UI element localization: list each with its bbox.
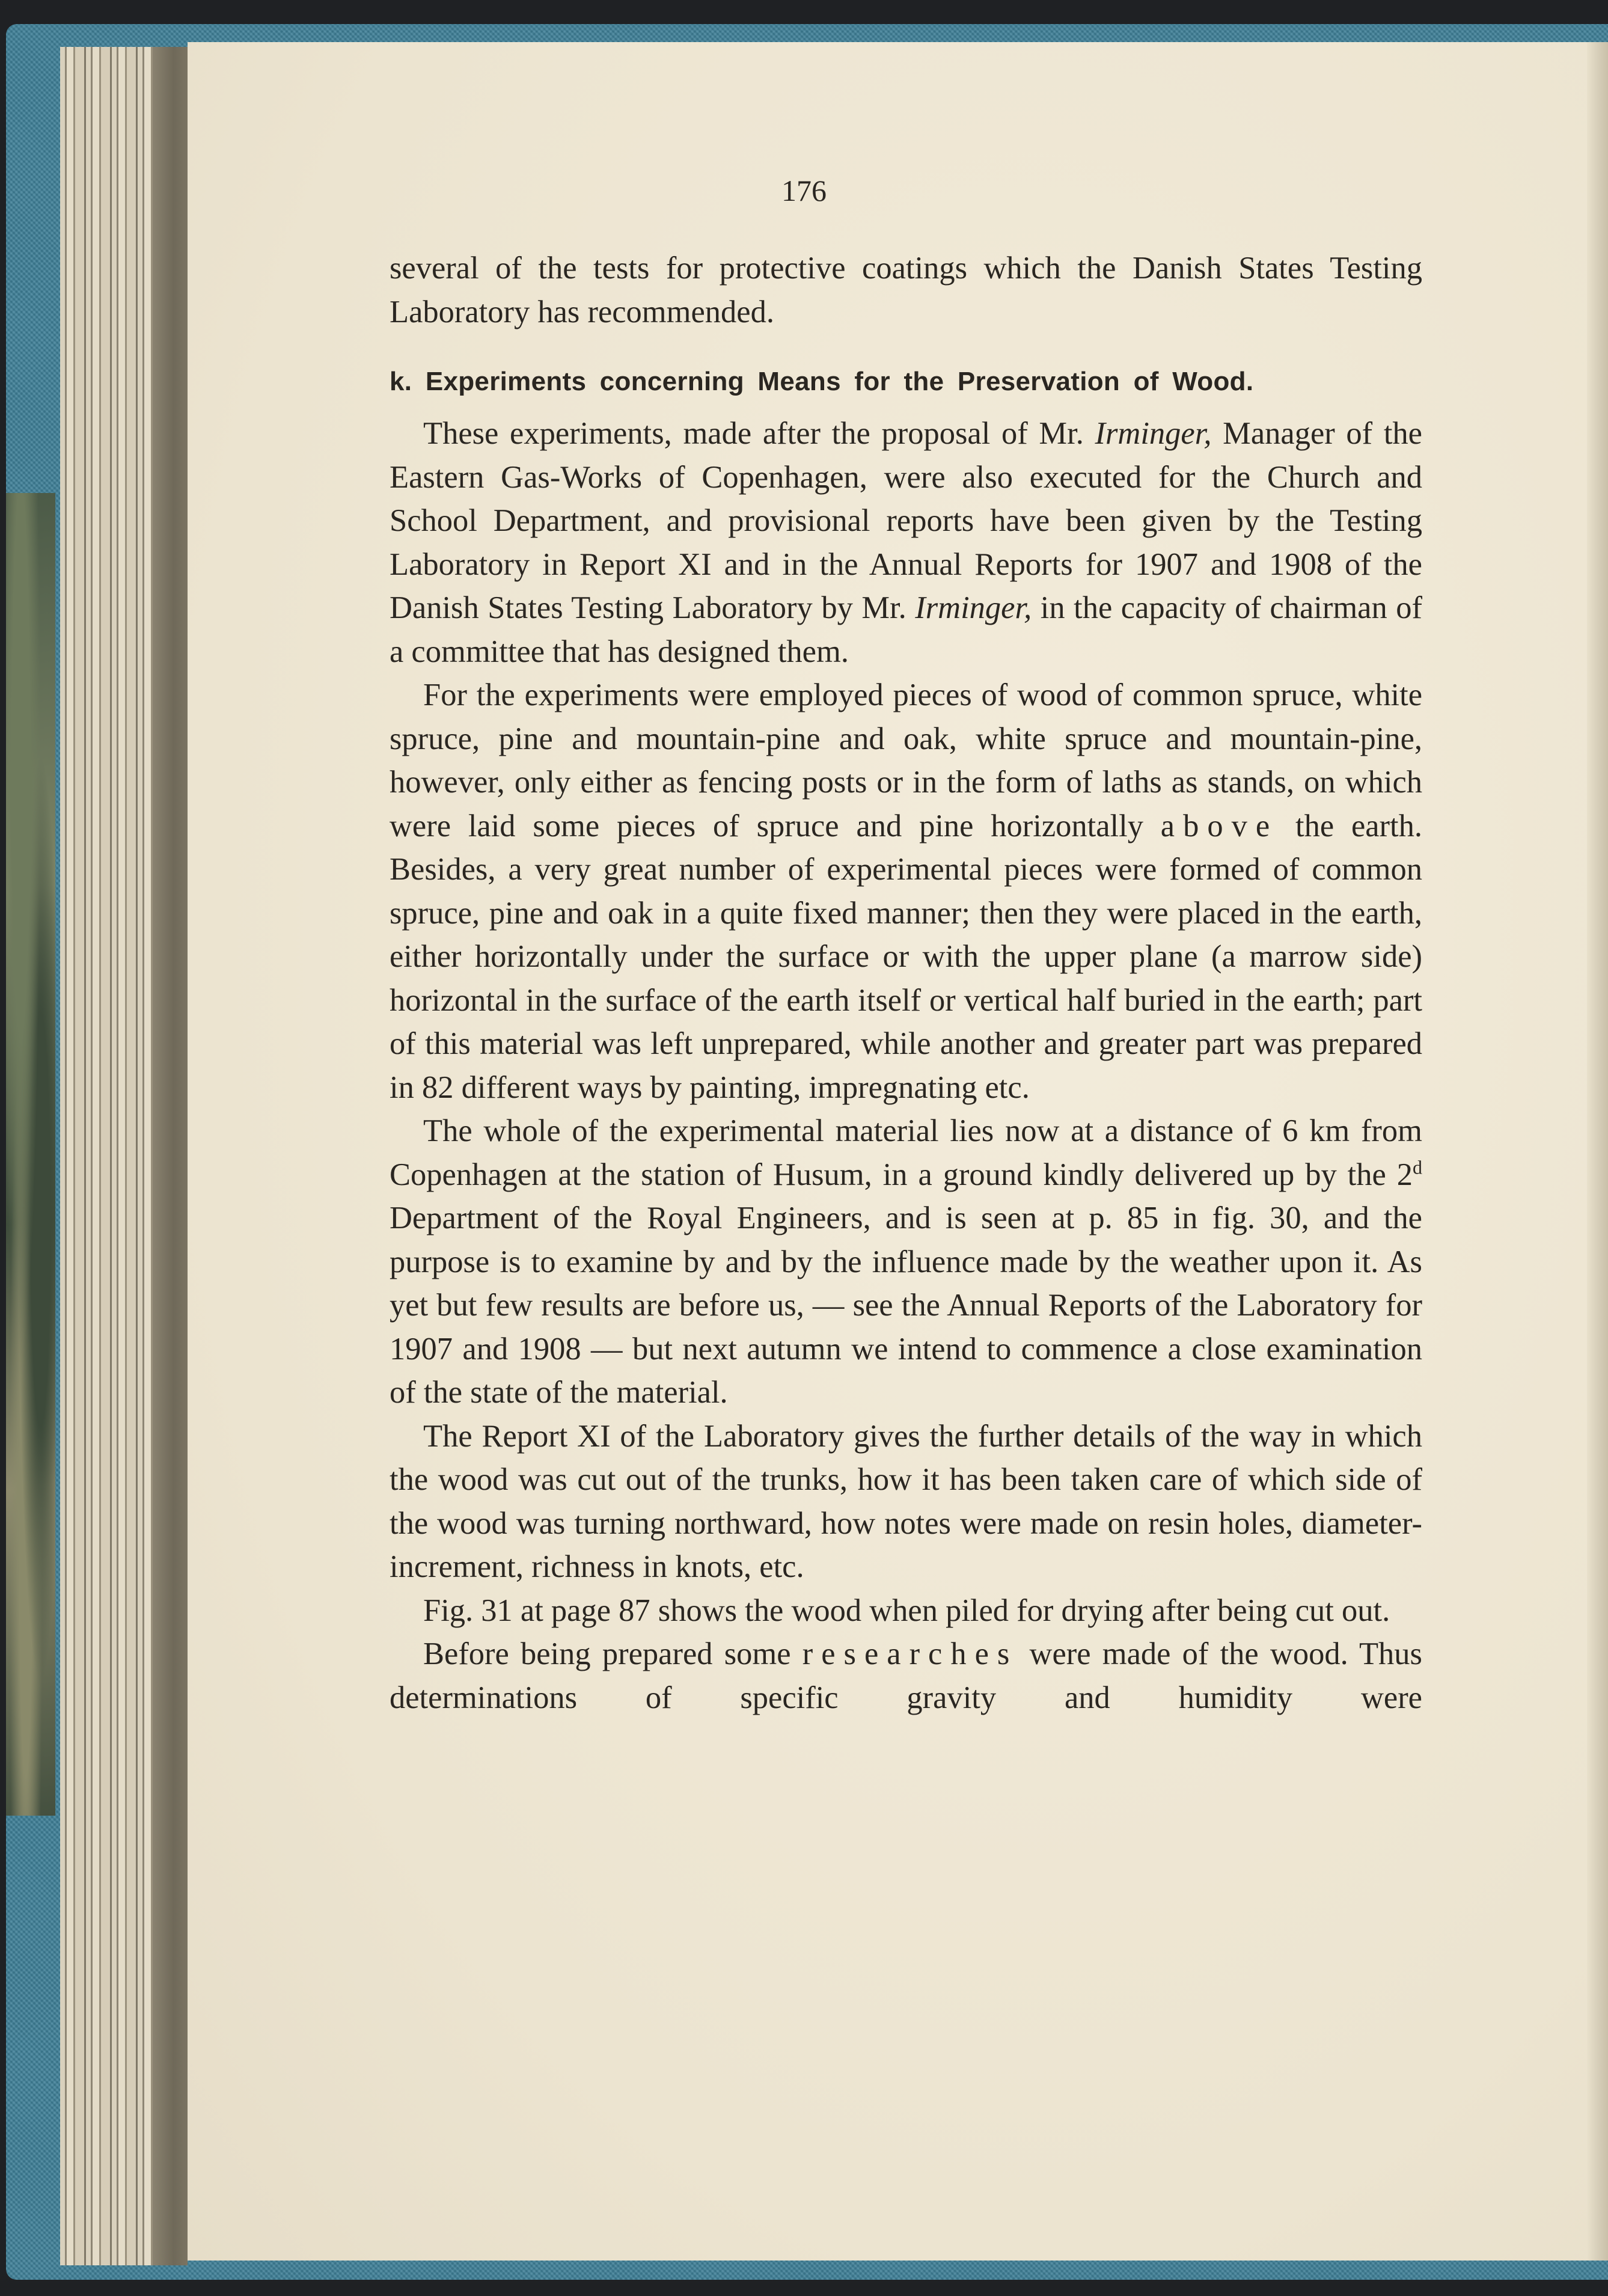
paragraph-text: Manager of the Eastern Gas-Works of Copenhagen, were also executed for the Church and School Department, and provisional reports have been given by the Testing Laboratory in Report XI and in the Annual Reports for 1907 and 1908 of the Danish States Testing Laboratory by Mr.: [390, 416, 1422, 625]
paragraph-1: [390, 412, 1422, 673]
paragraph-4: The Report XI of the Laboratory gives the further details of the way in which the wood was cut out of the trunks, how it has been taken care of which side of the wood was turning northward, how notes were made on resin holes, diameter-increment, richness in knots, etc.: [390, 1418, 1422, 1584]
section-title: Experiments concerning Means for the Preservation of Wood.: [425, 367, 1254, 396]
paragraph-text: Before being prepared some: [423, 1636, 802, 1671]
paragraph-text: Department of the Royal Engineers, and is seen at p. 85 in fig. 30, and the purpose is to examine by and by the influence made by the weather upon it. As yet but few results are before us, — see the Annual Reports of the Laboratory for 1907 and 1908 — but next autumn we intend to commence a close examination of the state of the material.: [390, 1201, 1422, 1410]
paragraph-text: in the capacity of chairman of a committee that has designed them.: [390, 590, 1422, 669]
continuation-paragraph: several of the tests for protective coatings which the Danish States Testing Laboratory has recommended.: [390, 251, 1422, 329]
section-heading: [390, 360, 1422, 403]
paragraph-3: [390, 1109, 1422, 1415]
page-right-edge: [1587, 42, 1608, 2261]
section-marker: k.: [390, 367, 412, 396]
paragraph-6: [390, 1632, 1422, 1719]
marbled-endpaper: [6, 493, 55, 1816]
page-number: 176: [781, 174, 827, 207]
person-name: Irminger,: [915, 590, 1032, 625]
paragraph-text: For the experiments were employed pieces of wood of common spruce, white spruce, pine and mountain-pine and oak, white spruce and mountain-pine, however, only either as fencing posts or in the form of laths as stands, on which were laid some pieces of spruce and pine horizontally: [390, 678, 1422, 843]
paragraph-5: Fig. 31 at page 87 shows the wood when piled for drying after being cut out.: [423, 1593, 1390, 1628]
paragraph-text: were made of the wood. Thus determinations of specific gravity and humidity were: [390, 1636, 1422, 1715]
emphasized-word: researches: [802, 1636, 1018, 1671]
page-body: [390, 246, 1422, 1719]
paragraph-text: These experiments, made after the proposal of Mr.: [423, 416, 1095, 451]
paragraph-text: The whole of the experimental material lies now at a distance of 6 km from Copenhagen at the station of Husum, in a ground kindly delivered up by the 2: [390, 1113, 1422, 1192]
page-gutter: [153, 47, 188, 2265]
paragraph-text: the earth. Besides, a very great number of experimental pieces were formed of common spruce, pine and oak in a quite fixed manner; then they were placed in the earth, either horizontally under the surface or with the upper plane (a marrow side) horizontal in the surface of the earth itself or vertical half buried in the earth; part of this material was left unprepared, while another and greater part was prepared in 82 different ways by painting, impregnating etc.: [390, 808, 1422, 1105]
person-name: Irminger,: [1095, 416, 1212, 451]
emphasized-word: above: [1160, 808, 1279, 843]
page-stack-edges: [60, 47, 188, 2265]
paragraph-2: [390, 673, 1422, 1109]
ordinal-superscript: d: [1413, 1156, 1422, 1178]
